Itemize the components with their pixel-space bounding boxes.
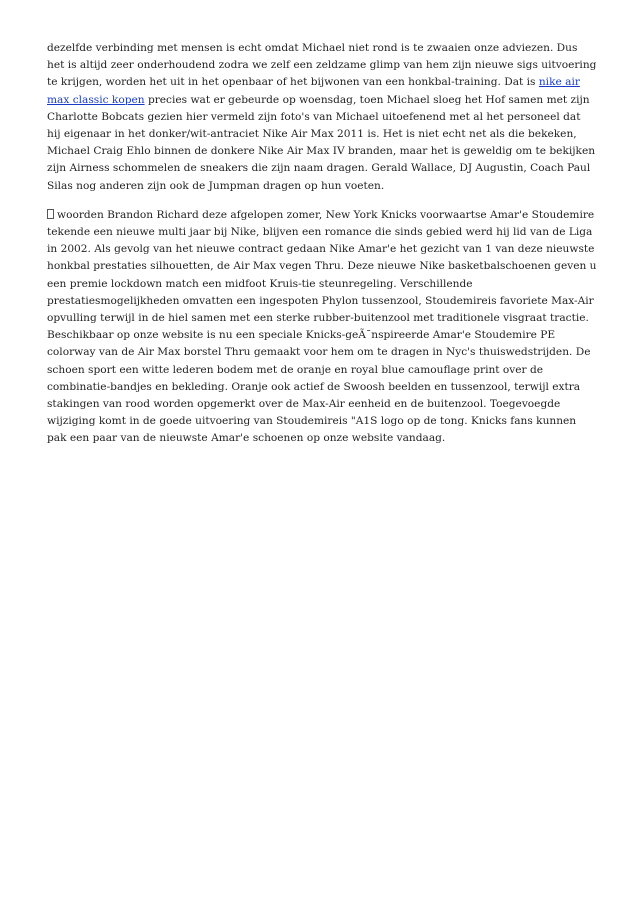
document-body [47, 40, 597, 460]
nike-air-max-link[interactable]: nike air max classic kopen [47, 76, 580, 106]
paragraph-1-text-before-link: dezelfde verbinding met mensen is echt omdat Michael niet rond is te zwaaien onze adviezen. Dus het is altijd zeer onderhoudend zodra we zelf een zeldzame glimp van hem zijn nieuwe sigs uitvoering te krijgen, worden het uit in het openbaar of het bijwonen van een honkbal-training. Dat is [47, 42, 597, 89]
paragraph-1-text-after-link: precies wat er gebeurde op woensdag, toen Michael sloeg het Hof samen met zijn Charlotte Bobcats gezien hier vermeld zijn foto's van Michael uitoefenend met al het personeel dat hij eigenaar in het donker/wit-antraciet Nike Air Max 2011 is. Het is niet echt net als die bekeken, Michael Craig Ehlo binnen de donkere Nike Air Max IV branden, maar het is geweldig om te bekijken zijn Airness schommelen de sneakers die zijn naam dragen. Gerald Wallace, DJ Augustin, Coach Paul Silas nog anderen zijn ook de Jumpman dragen op hun voeten. [47, 93, 596, 192]
paragraph-1 [47, 40, 597, 195]
paragraph-2-text: woorden Brandon Richard deze afgelopen zomer, New York Knicks voorwaartse Amar'e Stoudemire tekende een nieuwe multi jaar bij Nike, blijven een romance die sinds gebied werd hij lid van de Liga in 2002. Als gevolg van het nieuwe contract gedaan Nike Amar'e het gezicht van 1 van deze nieuwste honkbal prestaties silhouetten, de Air Max vegen Thru. Deze nieuwe Nike basketbalschoenen geven u een premie lockdown match een midfoot Kruis-tie steunregeling. Verschillende prestatiesmogelijkheden omvatten een ingespoten Phylon tussenzool, Stoudemireis favoriete Max-Air opvulling terwijl in de hiel samen met een sterke rubber-buitenzool met traditionele visgraat tractie. Beschikbaar op onze website is nu een speciale Knicks-geÃ¯nspireerde Amar'e Stoudemire PE colorway van de Air Max borstel Thru gemaakt voor hem om te dragen in Nyc's thuiswedstrijden. De schoen sport een witte lederen bodem met de oranje en royal blue camouflage print over de combinatie-bandjes en bekleding. Oranje ook actief de Swoosh beelden en tussenzool, terwijl extra stakingen van rood worden opgemerkt over de Max-Air eenheid en de buitenzool. Toegevoegde wijziging komt in de goede uitvoering van Stoudemireis "A1S logo op de tong. Knicks fans kunnen pak een paar van de nieuwste Amar'e schoenen op onze website vandaag. [47, 208, 597, 445]
missing-glyph-icon [47, 209, 54, 219]
paragraph-2 [47, 207, 597, 448]
